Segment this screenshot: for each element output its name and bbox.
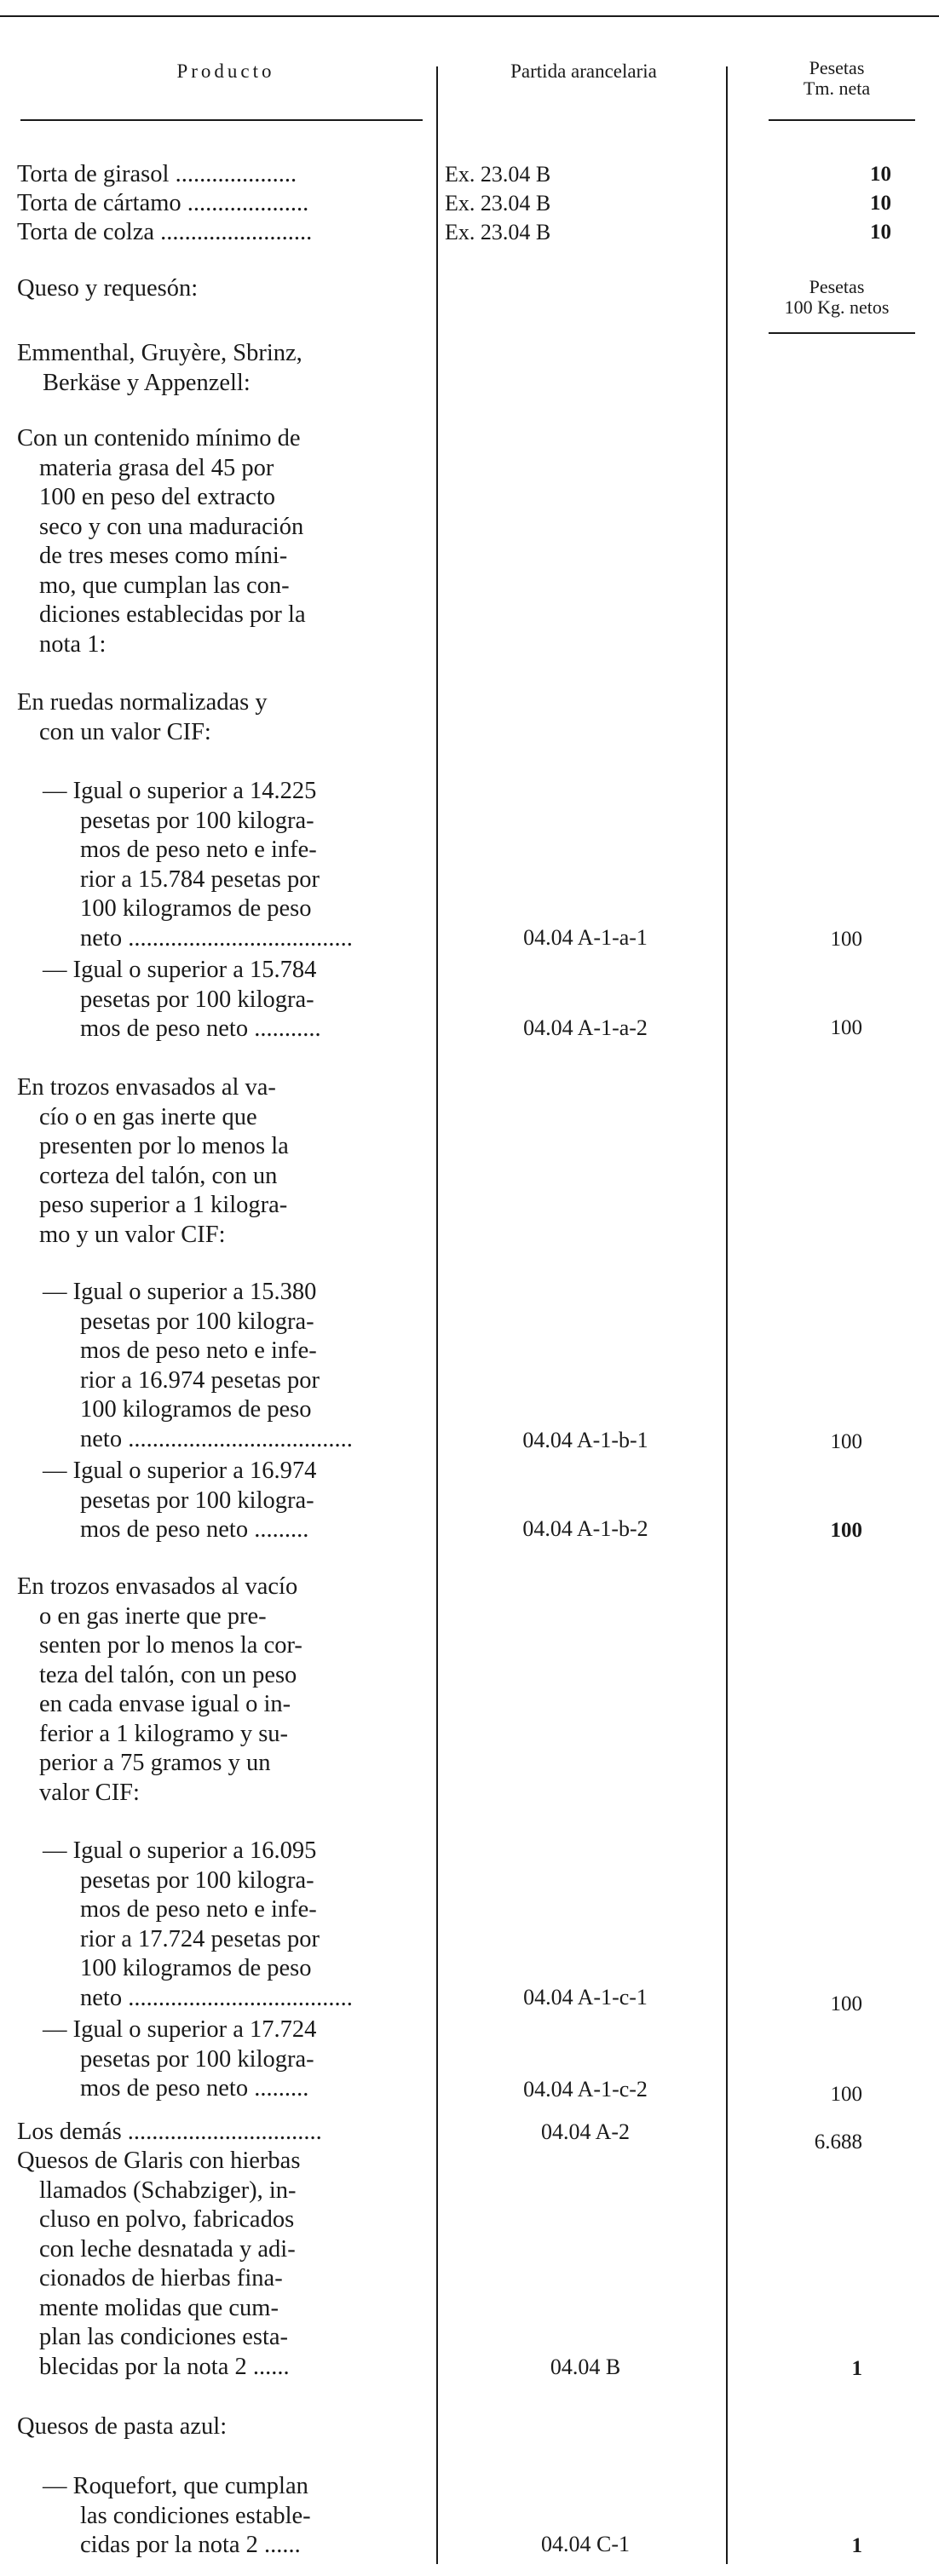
text-line: Con un contenido mínimo de bbox=[17, 425, 301, 451]
text-line: cluso en polvo, fabricados bbox=[39, 2206, 295, 2233]
entry-code: 04.04 A-1-a-2 bbox=[523, 1015, 648, 1040]
row-text: Los demás ................................ bbox=[17, 2119, 322, 2145]
entry-code: 04.04 C-1 bbox=[541, 2532, 630, 2556]
text-line: seco y con una maduración bbox=[39, 513, 304, 540]
text-line: pesetas por 100 kilogra- bbox=[80, 807, 314, 834]
section-emmenthal bbox=[17, 339, 426, 398]
row-los-demas bbox=[17, 2118, 426, 2148]
text-line: de tres meses como míni- bbox=[39, 543, 288, 569]
row-value: 10 bbox=[870, 163, 891, 186]
text-line: rior a 16.974 pesetas por bbox=[80, 1366, 320, 1394]
text-line: peso superior a 1 kilogra- bbox=[39, 1192, 288, 1218]
text-line: neto ..................................... bbox=[80, 1425, 353, 1452]
paragraph-contenido bbox=[17, 424, 426, 659]
text-line: 100 en peso del extracto bbox=[39, 484, 275, 510]
text-line: pesetas por 100 kilogra- bbox=[80, 986, 314, 1013]
header-pesetas-tm bbox=[734, 58, 939, 99]
column-divider-2 bbox=[726, 66, 728, 2564]
text-line: — Igual o superior a 14.225 bbox=[43, 778, 317, 804]
text-line: 100 kilogramos de peso bbox=[80, 1396, 312, 1423]
paragraph-trozos-2 bbox=[17, 1573, 426, 1808]
paragraph-ruedas bbox=[17, 688, 426, 747]
row-value: 10 bbox=[870, 221, 891, 244]
text-line: En trozos envasados al va- bbox=[17, 1074, 276, 1101]
text-line: — Igual o superior a 16.974 bbox=[43, 1458, 317, 1484]
text-line: diciones establecidas por la bbox=[39, 601, 306, 628]
entry-a-1-b-2 bbox=[17, 1457, 426, 1545]
text-line: mente molidas que cum- bbox=[39, 2294, 279, 2321]
entry-glaris bbox=[17, 2147, 426, 2382]
row-torta-girasol bbox=[17, 160, 426, 190]
text-line: plan las condiciones esta- bbox=[39, 2324, 289, 2350]
section-label: Berkäse y Appenzell: bbox=[43, 369, 251, 396]
entry-a-1-c-1 bbox=[17, 1837, 426, 2013]
text-line: perior a 75 gramos y un bbox=[39, 1750, 271, 1776]
entry-a-1-c-2 bbox=[17, 2015, 426, 2104]
text-line: mo y un valor CIF: bbox=[39, 1221, 226, 1248]
text-line: mos de peso neto e infe- bbox=[80, 1337, 317, 1364]
entry-code: 04.04 A-1-c-2 bbox=[523, 2077, 648, 2102]
text-line: o en gas inerte que pre- bbox=[39, 1602, 267, 1630]
text-line: mos de peso neto e infe- bbox=[80, 837, 317, 863]
text-line: materia grasa del 45 por bbox=[39, 454, 274, 481]
text-line: blecidas por la nota 2 ...... bbox=[39, 2353, 290, 2380]
header-producto: Producto bbox=[176, 60, 275, 82]
text-line: pesetas por 100 kilogra- bbox=[80, 2045, 314, 2073]
entry-a-1-a-2 bbox=[17, 956, 426, 1044]
text-line: 100 kilogramos de peso bbox=[80, 1955, 312, 1981]
text-line: con un valor CIF: bbox=[39, 718, 211, 745]
entry-code: 04.04 A-1-c-1 bbox=[523, 1985, 648, 2010]
header-rule-pesetas-kg bbox=[769, 332, 915, 334]
text-line: rior a 17.724 pesetas por bbox=[80, 1925, 320, 1952]
header-100kg: 100 Kg. netos bbox=[784, 297, 890, 318]
entry-code: 04.04 A-1-b-2 bbox=[522, 1516, 648, 1541]
text-line: — Igual o superior a 16.095 bbox=[43, 1837, 317, 1864]
paragraph-trozos-1 bbox=[17, 1073, 426, 1250]
column-divider-1 bbox=[436, 66, 438, 2564]
header-pesetas-label-2: Pesetas bbox=[809, 277, 865, 297]
row-code: Ex. 23.04 B bbox=[445, 191, 551, 216]
text-line: cío o en gas inerte que bbox=[39, 1103, 257, 1130]
top-rule bbox=[0, 15, 939, 17]
entry-code: 04.04 A-1-a-1 bbox=[523, 925, 648, 950]
row-value: 10 bbox=[870, 192, 891, 215]
entry-value: 100 bbox=[830, 1992, 862, 2015]
text-line: — Igual o superior a 15.784 bbox=[43, 957, 317, 983]
header-rule-producto bbox=[20, 119, 423, 121]
row-text: Torta de cártamo .................... bbox=[17, 190, 309, 216]
text-line: — Igual o superior a 15.380 bbox=[43, 1279, 317, 1305]
text-line: senten por lo menos la cor- bbox=[39, 1632, 302, 1659]
row-torta-cartamo bbox=[17, 189, 426, 219]
text-line: ferior a 1 kilogramo y su- bbox=[39, 1720, 289, 1747]
text-line: pesetas por 100 kilogra- bbox=[80, 1486, 314, 1514]
row-value: 6.688 bbox=[814, 2130, 862, 2153]
text-line: en cada envase igual o in- bbox=[39, 1691, 291, 1717]
row-text: Torta de colza ......................... bbox=[17, 219, 313, 245]
entry-value: 100 bbox=[830, 1519, 862, 1542]
header-partida: Partida arancelaria bbox=[510, 60, 657, 82]
text-line: cionados de hierbas fina- bbox=[39, 2265, 283, 2291]
entry-value: 100 bbox=[830, 928, 862, 951]
header-pesetas-label: Pesetas bbox=[809, 58, 865, 78]
text-line: mos de peso neto ......... bbox=[80, 2075, 309, 2102]
header-pesetas-kg bbox=[734, 277, 939, 318]
text-line: — Roquefort, que cumplan bbox=[43, 2473, 308, 2499]
header-rule-pesetas bbox=[769, 119, 915, 121]
text-line: las condiciones estable- bbox=[80, 2502, 311, 2529]
section-pasta-azul bbox=[17, 2412, 426, 2442]
text-line: llamados (Schabziger), in- bbox=[39, 2176, 297, 2204]
text-line: presenten por lo menos la bbox=[39, 1133, 289, 1159]
entry-value: 1 bbox=[851, 2534, 862, 2557]
text-line: mos de peso neto e infe- bbox=[80, 1896, 317, 1923]
text-line: valor CIF: bbox=[39, 1779, 140, 1806]
entry-a-1-a-1 bbox=[17, 777, 426, 953]
text-line: corteza del talón, con un bbox=[39, 1162, 278, 1189]
text-line: neto ..................................... bbox=[80, 1984, 353, 2011]
text-line: — Igual o superior a 17.724 bbox=[43, 2016, 317, 2043]
row-text: Torta de girasol .................... bbox=[17, 161, 297, 187]
entry-code: 04.04 B bbox=[550, 2355, 621, 2379]
entry-value: 100 bbox=[830, 2083, 862, 2106]
text-line: rior a 15.784 pesetas por bbox=[80, 865, 320, 893]
text-line: En ruedas normalizadas y bbox=[17, 689, 268, 716]
section-queso bbox=[17, 274, 426, 304]
section-label: Queso y requesón: bbox=[17, 275, 199, 302]
text-line: Quesos de Glaris con hierbas bbox=[17, 2148, 301, 2174]
text-line: con leche desnatada y adi- bbox=[39, 2235, 296, 2263]
text-line: teza del talón, con un peso bbox=[39, 1661, 297, 1688]
text-line: neto ..................................... bbox=[80, 924, 353, 952]
entry-value: 100 bbox=[830, 1016, 862, 1039]
entry-value: 1 bbox=[851, 2357, 862, 2380]
text-line: 100 kilogramos de peso bbox=[80, 895, 312, 922]
text-line: En trozos envasados al vacío bbox=[17, 1573, 298, 1600]
text-line: nota 1: bbox=[39, 630, 107, 658]
row-code: 04.04 A-2 bbox=[541, 2119, 630, 2144]
entry-value: 100 bbox=[830, 1430, 862, 1453]
section-label: Quesos de pasta azul: bbox=[17, 2413, 228, 2440]
row-code: Ex. 23.04 B bbox=[445, 162, 551, 187]
entry-a-1-b-1 bbox=[17, 1278, 426, 1454]
entry-code: 04.04 A-1-b-1 bbox=[522, 1428, 648, 1452]
text-line: mos de peso neto ......... bbox=[80, 1516, 309, 1543]
entry-roquefort bbox=[17, 2472, 426, 2561]
text-line: mo, que cumplan las con- bbox=[39, 572, 290, 599]
text-line: pesetas por 100 kilogra- bbox=[80, 1308, 314, 1335]
text-line: mos de peso neto ........... bbox=[80, 1015, 321, 1042]
text-line: cidas por la nota 2 ...... bbox=[80, 2532, 301, 2558]
section-label: Emmenthal, Gruyère, Sbrinz, bbox=[17, 340, 302, 366]
header-tm-neta: Tm. neta bbox=[803, 78, 871, 99]
row-code: Ex. 23.04 B bbox=[445, 220, 551, 244]
row-torta-colza bbox=[17, 218, 426, 248]
text-line: pesetas por 100 kilogra- bbox=[80, 1866, 314, 1894]
